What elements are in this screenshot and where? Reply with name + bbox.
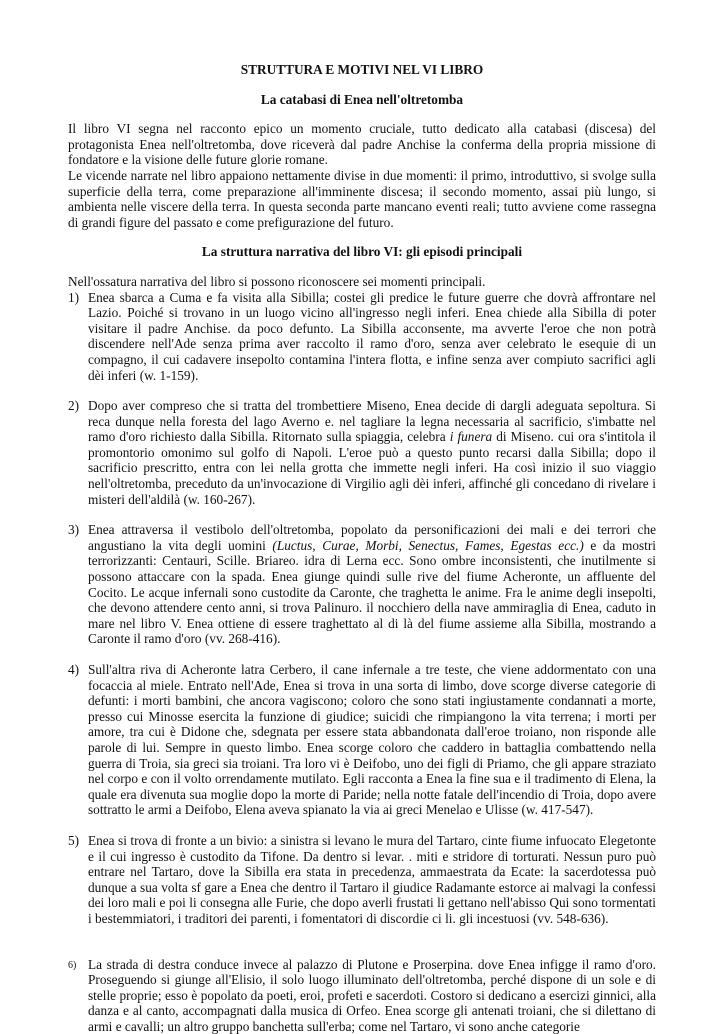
episode-item-2 bbox=[68, 398, 656, 507]
episode-text-part: e da mostri terrorizzanti: Centauri, Scille. Briareo. idra di Lerna ecc. Sono ombre inconsistenti, che inutilmente si possono attaccare con la spada. Enea giunge quindi sulle rive del fiume Acheronte, un affluente del Cocito. Le acque infernali sono custodite da Caronte, che traghetta le anime. Fra le anime degli insepolti, che devono attendere cento anni, si trova Palinuro. il nocchiero della nave ammiraglia di Enea, caduto in mare nel libro V. Enea ottiene di essere traghettato al di là del fiume assieme alla Sibilla, mostrando a Caronte il ramo d'oro (vv. 268-416). bbox=[88, 538, 656, 647]
episode-number: 5) bbox=[68, 833, 79, 849]
episode-text-part: di Miseno. cui ora s'intitola il promontorio omonimo sul golfo di Napoli. L'eroe può a questo punto recarsi dalla Sibilla; dopo il sacrificio prescritto, entra con lei nella grotta che immette negli inferi. Ha così inizio il suo viaggio nell'oltretomba, preceduto da un'invocazione di Virgilio agli dèi inferi, affinché gli concedano di rivelare i misteri dell'aldilà (w. 160-267). bbox=[88, 429, 656, 506]
episode-text: Enea sbarca a Cuma e fa visita alla Sibilla; costei gli predice le future guerre che dovrà affrontare nel Lazio. Poiché si trovano in un luogo vicino all'ingresso negli inferi. Enea chiede alla Sibilla di poter visitare il padre Anchise. da poco defunto. La Sibilla acconsente, ma avverte l'eroe che non potrà discendere nell'Ade senza prima aver raccolto il ramo d'oro, senza aver celebrato le esequie di un compagno, il cui cadavere insepolto contamina l'intera flotta, e infine senza aver compiuto sacrifici agli dèi inferi (w. 1-159). bbox=[88, 290, 656, 383]
episode-text: Enea si trova di fronte a un bivio: a sinistra si levano le mura del Tartaro, cinte fiume infuocato Elegetonte e il cui ingresso è custodito da Tifone. Da dentro si levar. . miti e stridore di torturati. Nessun puro può entrare nel Tartaro, dove la Sibilla era stata in precedenza, ammaestrata da Ecate: la sacerdotessa può dunque a sua volta sf gare a Enea che dentro il Tartaro il giudice Radamante estorce ai malvagi la confessi dei loro mali e poi li consegna alle Furie, che dopo averli frustati li gettano nell'abisso Qui sono tormentati i bestemmiatori, i traditori dei parenti, i fomentatori di discordie ci li. gli incestuosi (vv. 548-636). bbox=[88, 833, 656, 926]
episode-item-1 bbox=[68, 290, 656, 384]
episode-number: 4) bbox=[68, 662, 79, 678]
intro-paragraph-2: Le vicende narrate nel libro appaiono nettamente divise in due momenti: il primo, introduttivo, si svolge sulla superficie della terra, come preparazione all'imminente discesa; il secondo momento, assai più lungo, si ambienta nelle viscere della terra. In questa seconda parte mancano eventi reali; tutto avviene come rassegna di grandi figure del passato e come prefigurazione del futuro. bbox=[68, 168, 656, 230]
episode-text-italic: (Luctus, Curae, Morbi, Senectus, Fames, Egestas ecc.) bbox=[272, 538, 583, 553]
section-title: La struttura narrativa del libro VI: gli episodi principali bbox=[68, 244, 656, 260]
episode-text-italic: i funera bbox=[450, 429, 492, 444]
intro-paragraph-1: Il libro VI segna nel racconto epico un momento cruciale, tutto dedicato alla catabasi (discesa) del protagonista Enea nell'oltretomba, dove riceverà dal padre Anchise la conferma della propria missione di fondatore e la visione delle future glorie romane. bbox=[68, 121, 656, 168]
episode-item-4 bbox=[68, 662, 656, 818]
episode-text: La strada di destra conduce invece al palazzo di Plutone e Proserpina. dove Enea infigge il ramo d'oro. Proseguendo si giunge all'Elisio, il solo luogo illuminato dell'oltretomba, perché dispone di un sole e di stelle proprie; esso è popolato da poeti, eroi, profeti e sacerdoti. Costoro si dedicano a esercizi ginnici, alla danza e al canto, accompagnati dalla musica di Orfeo. Enea scorge gli antenati troiani, che si dilettano di armi e cavalli; un altro gruppo banchetta sull'erba; come nel Tartaro, vi sono anche categorie bbox=[88, 957, 656, 1034]
document-page bbox=[68, 62, 656, 1034]
episode-item-3 bbox=[68, 522, 656, 647]
episode-text-part: Dopo aver compreso che si tratta del trombettiere Miseno, Enea decide di dargli adeguata sepoltura. Si reca dunque nella foresta del lago Averno e. nel tagliare la legna necessaria al sacrificio, s'imbatte nel ramo d'oro richiesto dalla Sibilla. Ritornato sulla spiaggia, celebra bbox=[88, 398, 656, 444]
episode-number: 1) bbox=[68, 290, 79, 306]
episode-item-5 bbox=[68, 833, 656, 927]
section-intro: Nell'ossatura narrativa del libro si possono riconoscere sei momenti principali. bbox=[68, 274, 656, 290]
episode-item-6 bbox=[68, 957, 656, 1034]
episode-number: 3) bbox=[68, 522, 79, 538]
episode-text: Sull'altra riva di Acheronte latra Cerbero, il cane infernale a tre teste, che viene addormentato con una focaccia al miele. Entrato nell'Ade, Enea si trova in una sorta di limbo, dove scorge diverse categorie di defunti: i morti bambini, che ancora vagiscono; coloro che sono stati ingiustamente condannati a morte, presso cui Minosse esercita la funzione di giudice; suicidi che rimpiangono la vita terrena; i morti per amore, tra cui è Didone che, sdegnata per essere stata abbandonata dall'eroe troiano, non risponde alle parole di lui. Sempre in questo limbo. Enea scorge coloro che caddero in battaglia combattendo nella guerra di Troia, sia greci sia troiani. Tra loro vi è Deifobo, uno dei figli di Priamo, che gli appare straziato nel corpo e con il volto orrendamente mutilato. Egli racconta a Enea la fine sua e il tradimento di Elena, la quale era divenuta sua moglie dopo la morte di Paride; nella notte fatale dell'incendio di Troia, dopo avere sottratto le armi a Deifobo, Elena aveva spianato la via ai greci Menelao e Ulisse (w. 417-547). bbox=[88, 662, 656, 817]
document-title: STRUTTURA E MOTIVI NEL VI LIBRO bbox=[68, 62, 656, 78]
episode-number: 6) bbox=[68, 958, 76, 974]
episodes-list bbox=[68, 290, 656, 1034]
episode-number: 2) bbox=[68, 398, 79, 414]
episode-text-part: Enea attraversa il vestibolo dell'oltretomba, popolato da personificazioni dei mali e dei terrori che angustiano la vita degli uomini bbox=[88, 522, 656, 553]
document-subtitle: La catabasi di Enea nell'oltretomba bbox=[68, 92, 656, 108]
